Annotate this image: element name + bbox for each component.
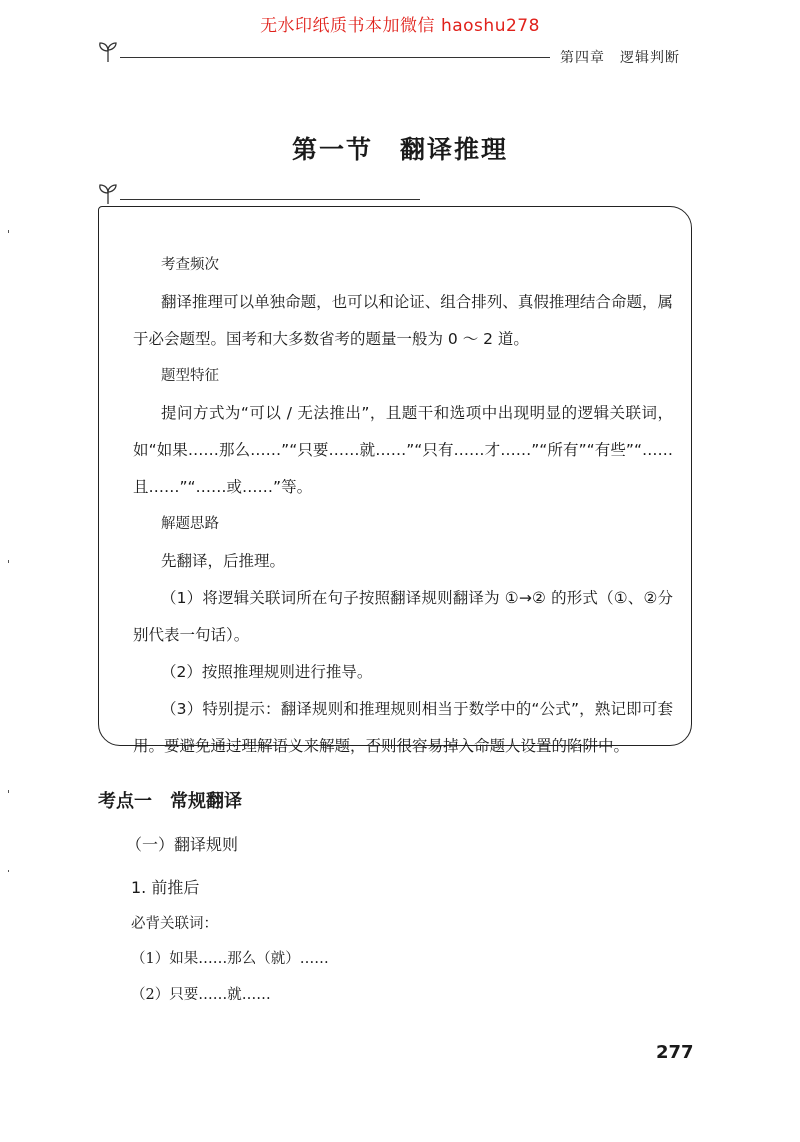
rule-heading: 1. 前推后 [131,878,200,897]
sprout-icon [96,38,122,64]
subsection-heading: （一）翻译规则 [126,835,239,854]
approach-intro: 先翻译，后推理。 [161,552,286,570]
list-item: （1）如果……那么（就）…… [131,951,329,967]
watermark-text: 无水印纸质书本加微信 haoshu278 [260,16,540,36]
step-3: （3）特别提示：翻译规则和推理规则相当于数学中的“公式”，熟记即可套用。要避免通过理解语义来解题，否则很容易掉入命题人设置的陷阱中。 [133,700,673,755]
scan-speck [8,790,9,793]
scan-speck [8,870,9,872]
header-rule [120,57,550,58]
feature-heading: 题型特征 [161,368,219,384]
must-recite-label: 必背关联词： [131,916,218,932]
chapter-label: 第四章 逻辑判断 [560,50,680,66]
kaodian-heading: 考点一 常规翻译 [98,791,242,812]
info-box-content [133,247,673,765]
feature-text: 提问方式为“可以 / 无法推出”，且题干和选项中出现明显的逻辑关联词，如“如果……那么……”“只要……就……”“只有……才……”“所有”“有些”“……且……”“……或……”等。 [133,404,673,496]
sprout-icon-box [96,180,122,206]
step-2: （2）按照推理规则进行推导。 [161,663,373,681]
step-1: （1）将逻辑关联词所在句子按照翻译规则翻译为 ①→② 的形式（①、②分别代表一句话）。 [133,589,673,644]
scan-speck [8,560,9,563]
freq-text: 翻译推理可以单独命题，也可以和论证、组合排列、真假推理结合命题，属于必会题型。国考和大多数省考的题量一般为 0 ～ 2 道。 [133,293,673,348]
approach-heading: 解题思路 [161,516,219,532]
section-title: 第一节 翻译推理 [291,135,508,164]
page-number: 277 [656,1042,694,1063]
scan-speck [8,230,9,233]
box-top-rule [120,199,420,200]
freq-heading: 考查频次 [161,257,219,273]
list-item: （2）只要……就…… [131,987,271,1003]
